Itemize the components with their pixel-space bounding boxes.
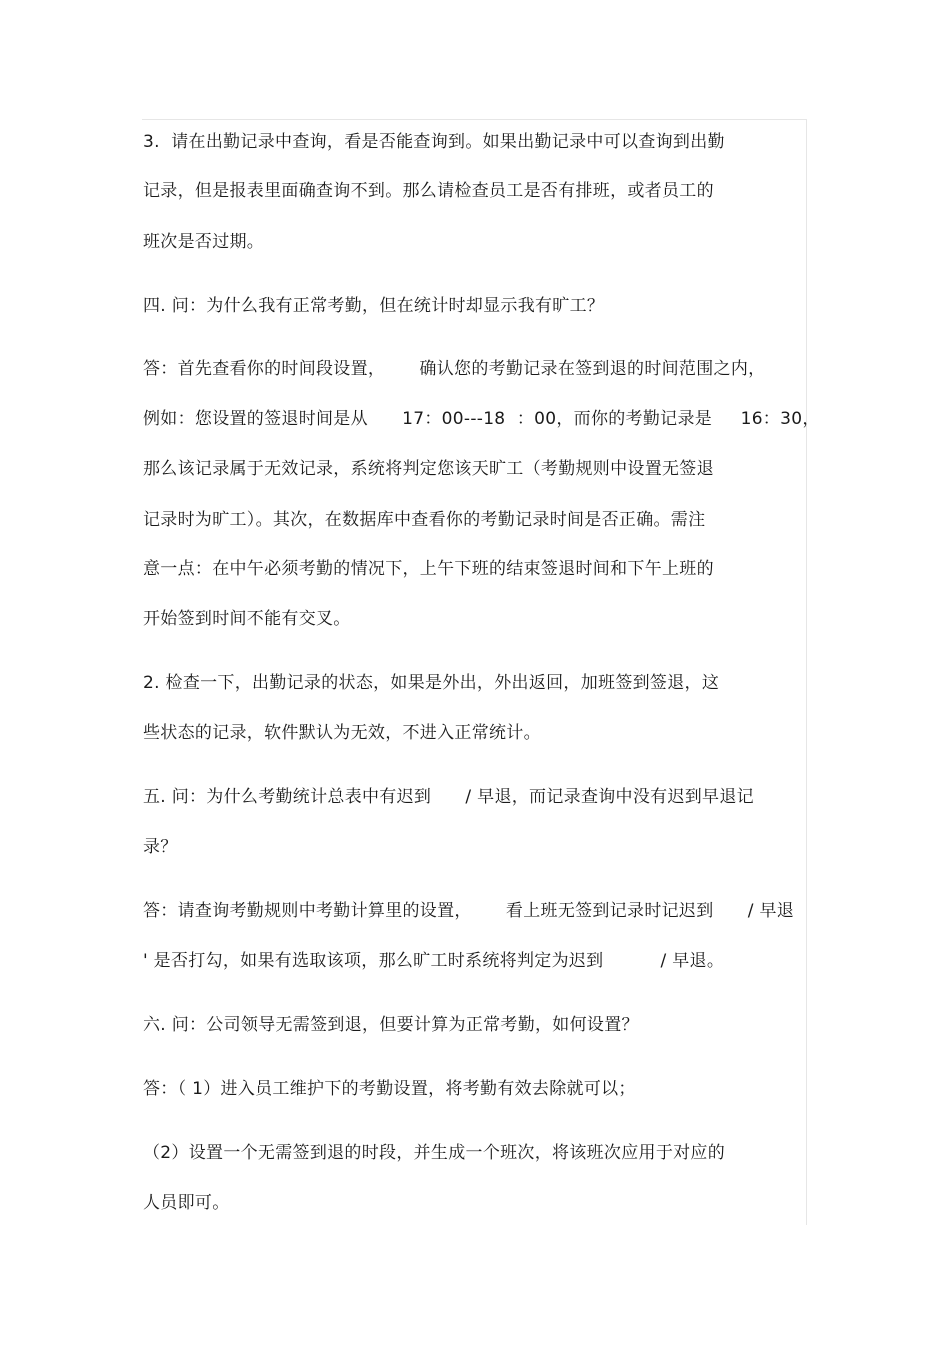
text-line-15: 答：请查询考勤规则中考勤计算里的设置， 看上班无签到记录时记迟到 / 早退 (143, 901, 795, 921)
text-line-9: 意一点：在中午必须考勤的情况下，上午下班的结束签退时间和下午上班的 (143, 559, 714, 579)
text-line-1: 3. 请在出勤记录中查询，看是否能查询到。如果出勤记录中可以查询到出勤 (143, 132, 725, 152)
text-line-7: 那么该记录属于无效记录，系统将判定您该天旷工（考勤规则中设置无签退 (143, 459, 714, 479)
text-line-11: 2. 检查一下，出勤记录的状态，如果是外出，外出返回，加班签到签退，这 (143, 673, 720, 693)
question-4-heading: 四. 问：为什么我有正常考勤，但在统计时却显示我有旷工？ (143, 296, 605, 316)
text-line-12: 些状态的记录，软件默认为无效，不进入正常统计。 (143, 723, 541, 743)
text-line-8: 记录时为旷工）。其次，在数据库中查看你的考勤记录时间是否正确。需注 (143, 510, 706, 530)
text-line-6: 例如：您设置的签退时间是从 17：00---18 ：00，而你的考勤记录是 16：30， (143, 409, 820, 429)
text-line-5: 答：首先查看你的时间段设置， 确认您的考勤记录在签到退的时间范围之内， (143, 359, 766, 379)
question-6-heading: 六. 问：公司领导无需签到退，但要计算为正常考勤，如何设置？ (143, 1015, 639, 1035)
text-line-16: ' 是否打勾，如果有选取该项，那么旷工时系统将判定为迟到 / 早退。 (143, 951, 725, 971)
text-line-14: 录？ (143, 837, 178, 857)
text-line-19: （2）设置一个无需签到退的时段，并生成一个班次，将该班次应用于对应的 (143, 1143, 726, 1163)
text-line-20: 人员即可。 (143, 1193, 230, 1213)
text-line-10: 开始签到时间不能有交叉。 (143, 609, 351, 629)
question-5-heading: 五. 问：为什么考勤统计总表中有迟到 / 早退，而记录查询中没有迟到早退记 (143, 787, 754, 807)
text-line-3: 班次是否过期。 (143, 232, 265, 252)
text-line-2: 记录，但是报表里面确查询不到。那么请检查员工是否有排班，或者员工的 (143, 181, 714, 201)
text-line-18: 答：（ 1）进入员工维护下的考勤设置，将考勤有效去除就可以； (143, 1079, 636, 1099)
